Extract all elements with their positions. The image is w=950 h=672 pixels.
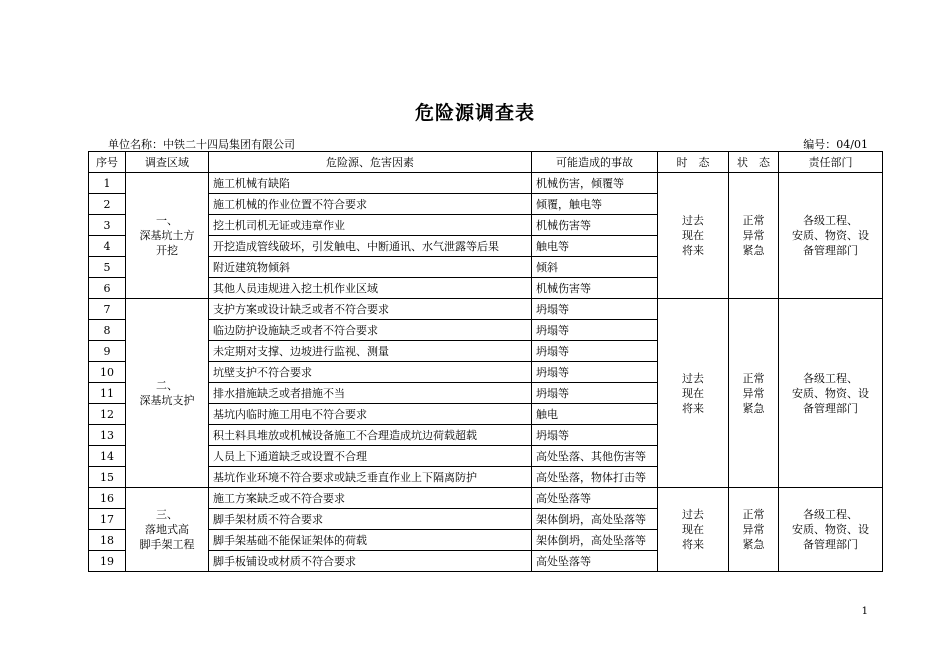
possible-accident: 坍塌等 — [532, 383, 658, 404]
row-number: 6 — [89, 278, 126, 299]
responsible-department: 各级工程、 安质、物资、设 备管理部门 — [779, 173, 883, 299]
time-tense: 过去 现在 将来 — [658, 299, 729, 488]
survey-area: 二、 深基坑支护 — [126, 299, 209, 488]
hazard-factor: 附近建筑物倾斜 — [209, 257, 532, 278]
responsible-department: 各级工程、 安质、物资、设 备管理部门 — [779, 299, 883, 488]
row-number: 9 — [89, 341, 126, 362]
responsible-department: 各级工程、 安质、物资、设 备管理部门 — [779, 488, 883, 572]
row-number: 13 — [89, 425, 126, 446]
possible-accident: 机械伤害等 — [532, 278, 658, 299]
possible-accident: 机械伤害等 — [532, 215, 658, 236]
header-row — [89, 152, 883, 173]
header-department: 责任部门 — [779, 152, 883, 173]
hazard-table — [88, 151, 883, 572]
row-number: 12 — [89, 404, 126, 425]
hazard-factor: 临边防护设施缺乏或者不符合要求 — [209, 320, 532, 341]
hazard-factor: 人员上下通道缺乏或设置不合理 — [209, 446, 532, 467]
row-number: 17 — [89, 509, 126, 530]
row-number: 16 — [89, 488, 126, 509]
document-code: 编号：04/01 — [803, 138, 868, 151]
header-area: 调查区域 — [126, 152, 209, 173]
possible-accident: 坍塌等 — [532, 362, 658, 383]
time-tense: 过去 现在 将来 — [658, 488, 729, 572]
row-number: 19 — [89, 551, 126, 572]
hazard-factor: 基坑作业环境不符合要求或缺乏垂直作业上下隔离防护 — [209, 467, 532, 488]
hazard-factor: 施工机械的作业位置不符合要求 — [209, 194, 532, 215]
hazard-factor: 坑壁支护不符合要求 — [209, 362, 532, 383]
possible-accident: 高处坠落等 — [532, 551, 658, 572]
hazard-factor: 施工机械有缺陷 — [209, 173, 532, 194]
table-row — [89, 173, 883, 194]
page-number: 1 — [861, 606, 868, 617]
possible-accident: 坍塌等 — [532, 320, 658, 341]
possible-accident: 坍塌等 — [532, 341, 658, 362]
row-number: 7 — [89, 299, 126, 320]
condition-state: 正常 异常 紧急 — [729, 299, 779, 488]
table-body — [89, 173, 883, 572]
row-number: 1 — [89, 173, 126, 194]
condition-state: 正常 异常 紧急 — [729, 488, 779, 572]
table-row — [89, 299, 883, 320]
hazard-factor: 施工方案缺乏或不符合要求 — [209, 488, 532, 509]
possible-accident: 倾覆，触电等 — [532, 194, 658, 215]
hazard-factor: 未定期对支撑、边坡进行监视、测量 — [209, 341, 532, 362]
hazard-factor: 挖土机司机无证或违章作业 — [209, 215, 532, 236]
hazard-factor: 基坑内临时施工用电不符合要求 — [209, 404, 532, 425]
possible-accident: 触电 — [532, 404, 658, 425]
table-row — [89, 488, 883, 509]
possible-accident: 高处坠落等 — [532, 488, 658, 509]
row-number: 14 — [89, 446, 126, 467]
row-number: 5 — [89, 257, 126, 278]
row-number: 18 — [89, 530, 126, 551]
possible-accident: 架体倒坍，高处坠落等 — [532, 530, 658, 551]
row-number: 11 — [89, 383, 126, 404]
header-hazard: 危险源、危害因素 — [209, 152, 532, 173]
possible-accident: 高处坠落，物体打击等 — [532, 467, 658, 488]
row-number: 4 — [89, 236, 126, 257]
possible-accident: 机械伤害，倾覆等 — [532, 173, 658, 194]
possible-accident: 坍塌等 — [532, 425, 658, 446]
row-number: 2 — [89, 194, 126, 215]
possible-accident: 倾斜 — [532, 257, 658, 278]
hazard-factor: 脚手架材质不符合要求 — [209, 509, 532, 530]
row-number: 15 — [89, 467, 126, 488]
header-accident: 可能造成的事故 — [532, 152, 658, 173]
time-tense: 过去 现在 将来 — [658, 173, 729, 299]
header-no: 序号 — [89, 152, 126, 173]
row-number: 8 — [89, 320, 126, 341]
survey-area: 三、 落地式高 脚手架工程 — [126, 488, 209, 572]
row-number: 10 — [89, 362, 126, 383]
possible-accident: 触电等 — [532, 236, 658, 257]
hazard-factor: 积土料具堆放或机械设备施工不合理造成坑边荷载超载 — [209, 425, 532, 446]
hazard-factor: 支护方案或设计缺乏或者不符合要求 — [209, 299, 532, 320]
document-title: 危险源调查表 — [414, 102, 535, 124]
row-number: 3 — [89, 215, 126, 236]
hazard-factor: 脚手架基础不能保证架体的荷载 — [209, 530, 532, 551]
hazard-factor: 脚手板铺设或材质不符合要求 — [209, 551, 532, 572]
unit-name: 单位名称：中铁二十四局集团有限公司 — [108, 138, 295, 151]
possible-accident: 高处坠落、其他伤害等 — [532, 446, 658, 467]
header-tense: 时 态 — [658, 152, 729, 173]
hazard-factor: 开挖造成管线破坏，引发触电、中断通讯、水气泄露等后果 — [209, 236, 532, 257]
header-state: 状 态 — [729, 152, 779, 173]
survey-area: 一、 深基坑土方 开挖 — [126, 173, 209, 299]
hazard-factor: 排水措施缺乏或者措施不当 — [209, 383, 532, 404]
hazard-factor: 其他人员违规进入挖土机作业区域 — [209, 278, 532, 299]
condition-state: 正常 异常 紧急 — [729, 173, 779, 299]
possible-accident: 架体倒坍，高处坠落等 — [532, 509, 658, 530]
possible-accident: 坍塌等 — [532, 299, 658, 320]
